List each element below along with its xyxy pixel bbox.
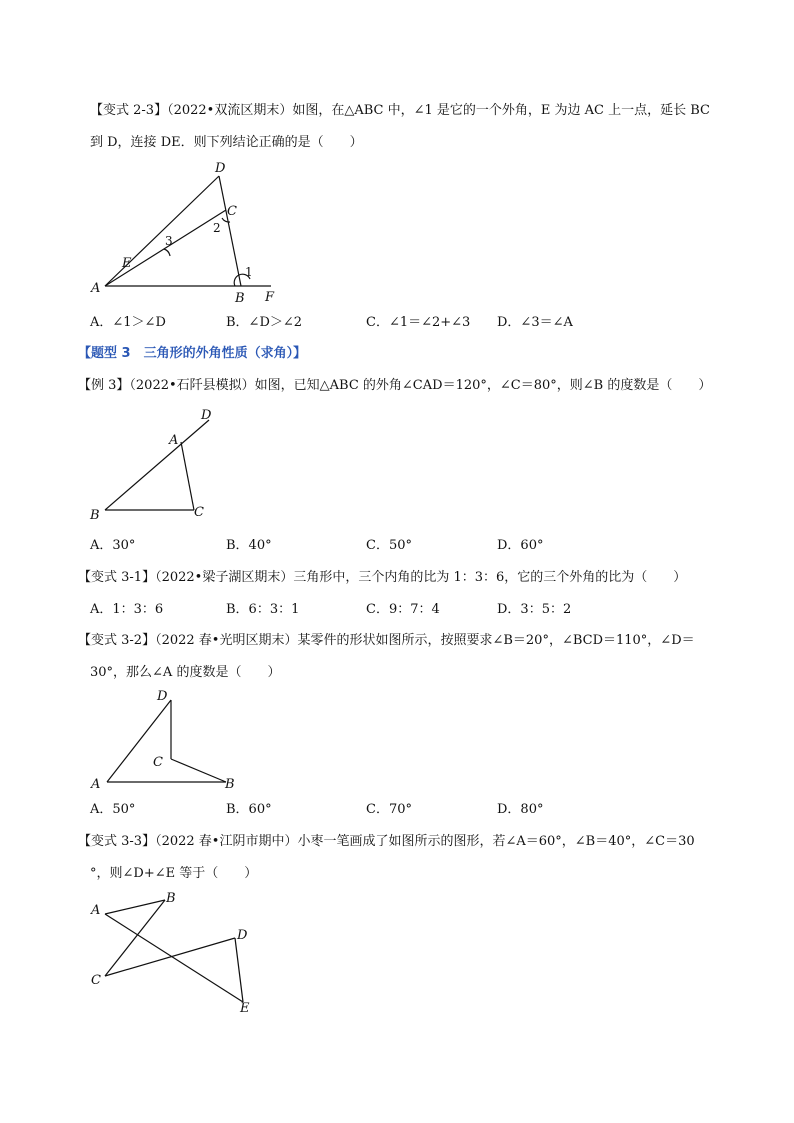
option-3-1-a[interactable]: A．1：3：6: [90, 602, 164, 617]
figure-3-2: [85, 688, 245, 792]
label-d: D: [215, 161, 226, 176]
line-ac: [105, 210, 226, 286]
label-a: A: [169, 433, 179, 448]
label-c: C: [91, 973, 101, 988]
figure-example-3: [85, 404, 225, 522]
label-d: D: [237, 928, 248, 943]
label-d: D: [201, 408, 212, 423]
option-ex3-c[interactable]: C．50°: [366, 538, 412, 553]
option-3-1-b[interactable]: B．6：3：1: [226, 602, 300, 617]
label-b: B: [90, 508, 100, 523]
question-3-1-line1: 【变式 3-1】（2022•梁子湖区期末）三角形中，三个内角的比为 1：3：6，它的三个外角的比为（ ）: [78, 570, 687, 585]
option-ex3-d[interactable]: D．60°: [497, 538, 544, 553]
question-3-2-line1: 【变式 3-2】（2022 春•光明区期末）某零件的形状如图所示，按照要求∠B＝20°，∠BCD＝110°，∠D＝: [78, 633, 695, 648]
line-de: [235, 938, 243, 1002]
section-3-heading: 【题型 3 三角形的外角性质（求角）】: [78, 346, 307, 361]
option-ex3-a[interactable]: A．30°: [90, 538, 136, 553]
label-c: C: [227, 204, 237, 219]
label-a: A: [91, 281, 101, 296]
label-f: F: [265, 290, 275, 305]
option-3-1-c[interactable]: C．9：7：4: [366, 602, 440, 617]
label-c: C: [194, 505, 204, 520]
label-e: E: [240, 1001, 250, 1016]
label-a: A: [91, 903, 101, 918]
option-3-2-b[interactable]: B．60°: [226, 802, 272, 817]
line-bd: [105, 420, 209, 510]
option-2-3-a[interactable]: A．∠1＞∠D: [90, 315, 166, 330]
line-cd: [105, 938, 235, 976]
question-2-3-line2: 到 D，连接 DE．则下列结论正确的是（ ）: [90, 135, 363, 150]
option-2-3-b[interactable]: B．∠D＞∠2: [226, 315, 303, 330]
option-3-2-d[interactable]: D．80°: [497, 802, 544, 817]
label-b: B: [166, 891, 176, 906]
label-b: B: [225, 777, 235, 792]
question-3-2-line2: 30°，那么∠A 的度数是（ ）: [90, 665, 281, 680]
option-3-2-a[interactable]: A．50°: [90, 802, 136, 817]
label-c: C: [153, 755, 163, 770]
line-ea: [105, 914, 243, 1002]
option-2-3-c[interactable]: C．∠1＝∠2+∠3: [366, 315, 471, 330]
figure-2-3: [85, 160, 285, 305]
question-3-3-line2: °，则∠D+∠E 等于（ ）: [90, 866, 258, 881]
option-ex3-b[interactable]: B．40°: [226, 538, 272, 553]
label-e: E: [122, 256, 132, 271]
figure-3-3: [85, 890, 265, 1020]
label-a: A: [91, 777, 101, 792]
question-2-3-line1: 【变式 2-3】（2022•双流区期末）如图，在△ABC 中，∠1 是它的一个外角，E 为边 AC 上一点，延长 BC: [90, 103, 710, 118]
angle-3-arc: [164, 249, 170, 256]
line-db: [219, 176, 241, 286]
label-1: 1: [245, 265, 253, 279]
line-ac: [181, 442, 194, 510]
option-3-1-d[interactable]: D．3：5：2: [497, 602, 572, 617]
label-3: 3: [165, 234, 173, 248]
label-d: D: [157, 689, 168, 704]
question-3-3-line1: 【变式 3-3】（2022 春•江阴市期中）小枣一笔画成了如图所示的图形，若∠A＝60°，∠B＝40°，∠C＝30: [78, 834, 695, 849]
option-3-2-c[interactable]: C．70°: [366, 802, 412, 817]
label-b: B: [235, 291, 245, 306]
option-2-3-d[interactable]: D．∠3＝∠A: [497, 315, 573, 330]
label-2: 2: [213, 221, 221, 235]
line-cb: [171, 759, 226, 782]
example-3-line1: 【例 3】（2022•石阡县模拟）如图，已知△ABC 的外角∠CAD＝120°，∠C＝80°，则∠B 的度数是（ ）: [78, 378, 712, 393]
